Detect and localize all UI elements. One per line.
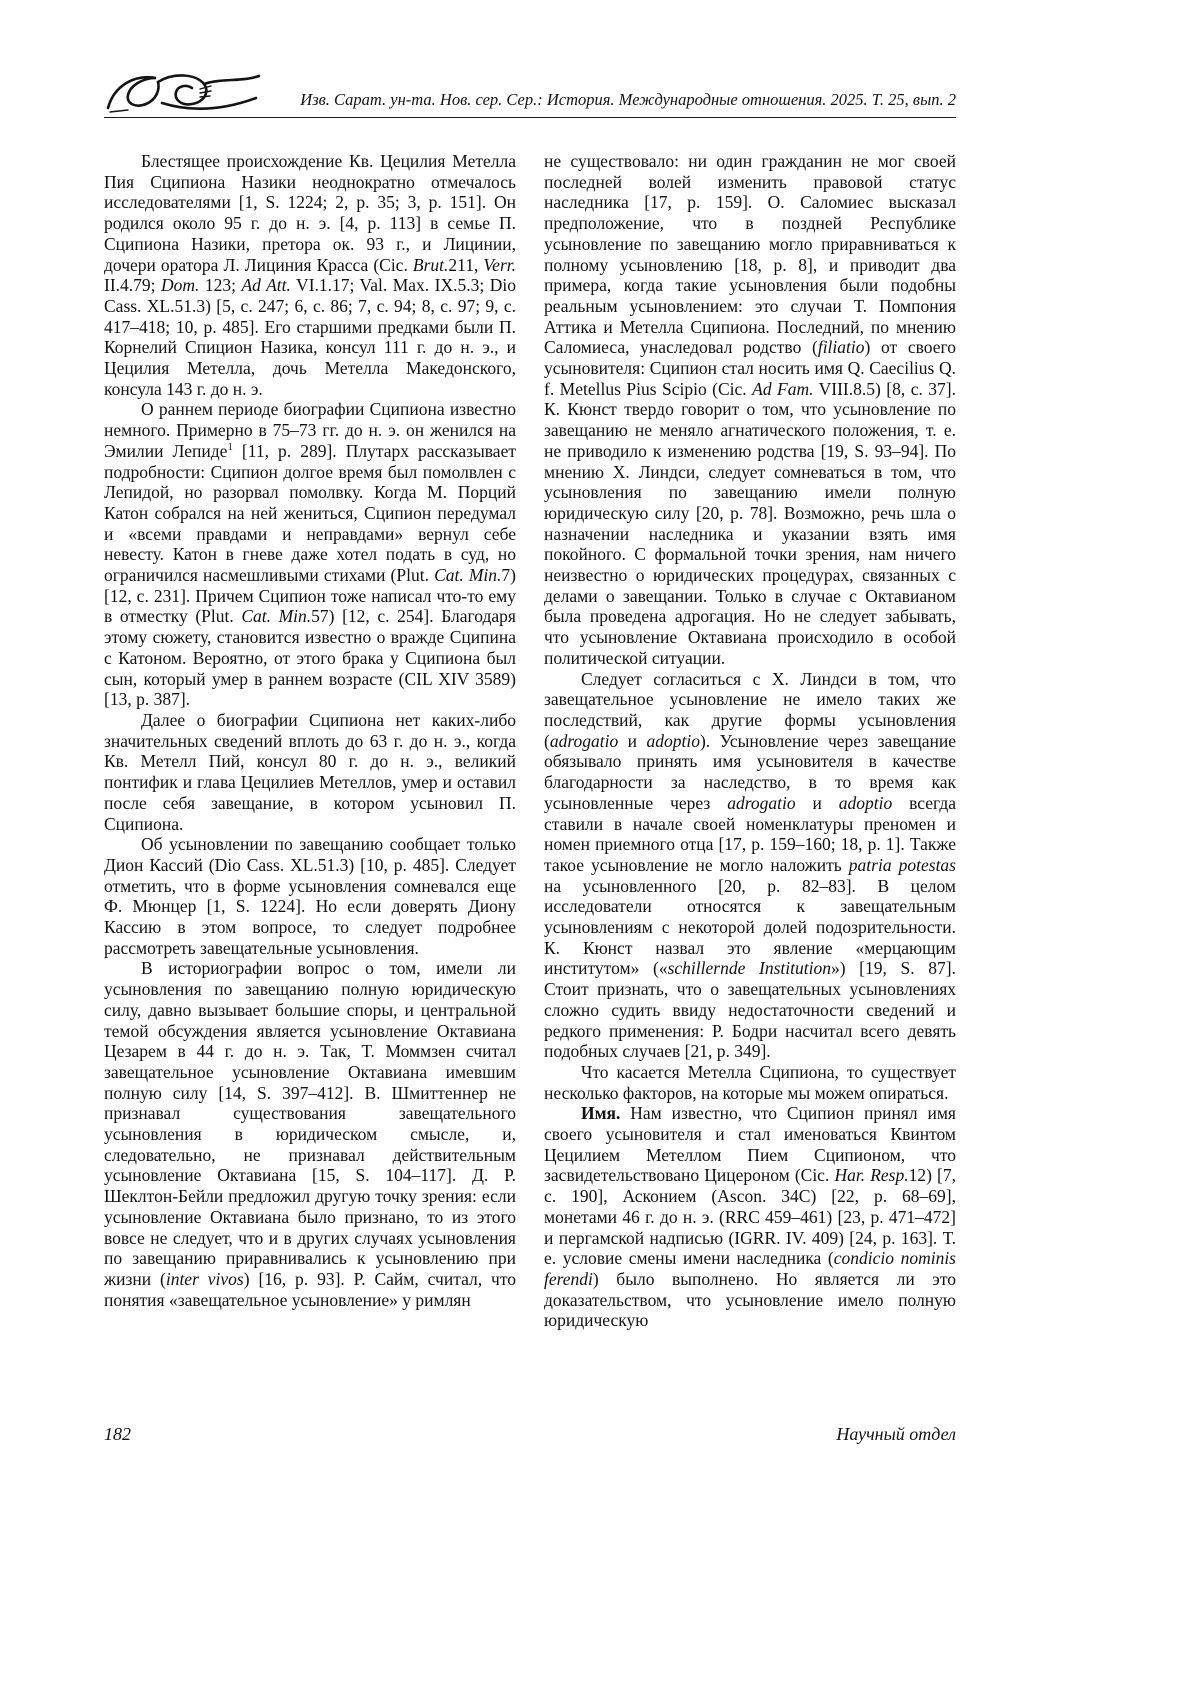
text-segment: на усыновленного [20, p. 82–83]. В целом исследователи относятся к завещательным усыновлениям с некоторой долей подозрительности. К. Кюнст назвал это явление «мерцающим институтом» (« [544, 875, 956, 979]
section-label: Научный отдел [836, 1424, 956, 1444]
italic-segment: Brut. [412, 254, 449, 275]
text-segment: Об усыновлении по завещанию сообщает только Дион Кассий (Dio Cass. XL.51.3) [10, p. 485]. Следует отметить, что в форме усыновления сомневался еще Ф. Мюнцер [1, S. 1224]. Но если доверять Диону Кассию в этом вопросе, то следует подробнее рассмотреть завещательные усыновления. [104, 834, 516, 958]
header-rule [104, 117, 956, 118]
text-segment: 57) [12, с. 254]. Благодаря этому сюжету, становится известно о вражде Сципина с Катоном. Вероятно, от этого брака у Сципиона был сын, который умер в раннем возрасте (CIL XIV 3589) [13, p. 387]. [104, 606, 516, 710]
paragraph [104, 958, 516, 1310]
text-segment: всегда ставили в начале своей номенклатуры преномен и номен приемного отца [17, p. 159–160; 18, p. 1]. Также такое усыновление не могло наложить [544, 792, 956, 875]
text-segment: ) от своего усыновителя: Сципион стал носить имя Q. Caecilius Q. f. Metellus Pius Scipio (Cic. [544, 337, 956, 399]
footnote-marker: 1 [227, 441, 233, 454]
italic-segment: patria potestas [848, 854, 956, 875]
italic-segment: condicio nominis ferendi [544, 1248, 956, 1289]
text-segment: II.4.79; [104, 275, 161, 296]
right-column [544, 151, 956, 1331]
page-number: 182 [104, 1424, 131, 1444]
paragraph [104, 151, 516, 399]
text-segment: не существовало: ни один гражданин не мог своей последней волей изменить правовой статус наследника [17, p. 159]. О. Саломиес высказал предположение, что в поздней Республике усыновление по завещанию могло приравниваться к полному усыновлению [18, p. 8], и приводит два примера, когда такие усыновления были подобны реальным усыновлением: это случаи Т. Помпония Аттика и Метелла Сципиона. Последний, по мнению Саломиеса, унаследовал родство ( [544, 151, 956, 358]
text-segment: Следует согласиться с Х. Линдси в том, что завещательное усыновление не имело таких же последствий, как другие формы усыновления ( [544, 668, 956, 751]
italic-segment: adrogatio [549, 730, 619, 751]
paragraph [104, 834, 516, 958]
text-segment: О раннем периоде биографии Сципиона известно немного. Примерно в 75–73 гг. до н. э. он женился на Эмилии Лепиде [104, 399, 516, 461]
italic-segment: Verr. [483, 254, 516, 275]
italic-segment: Ad Fam. [752, 378, 814, 399]
italic-segment: Cat. Min. [241, 606, 312, 627]
italic-segment: Dom. [161, 275, 200, 296]
paragraph [544, 151, 956, 669]
left-column [104, 151, 516, 1331]
text-segment: ») [19, S. 87]. Стоит признать, что о завещательных усыновлениях сложно судить ввиду недостаточности сведений и редкого применения: Р. Бодри насчитал всего девять подобных случаев [21, p. 349]. [544, 958, 957, 1062]
text-segment: и [795, 792, 839, 813]
paragraph [544, 1103, 956, 1331]
bold-segment: Имя. [581, 1103, 621, 1124]
text-segment: ). Усыновление через завещание обязывало принять имя усыновителя в качестве благодарности за наследство, в то время как усыновленные через [544, 730, 956, 813]
italic-segment: adoptio [646, 730, 700, 751]
italic-segment: Har. Resp. [834, 1165, 909, 1186]
text-segment: Далее о биографии Сципиона нет каких-либо значительных сведений вплоть до 63 г. до н. э., когда Кв. Метелл Пий, консул 80 г. до н. э., великий понтифик и глава Цецилиев Метеллов, умер и оставил после себя завещание, в котором усыновил П. Сципиона. [104, 709, 516, 834]
italic-segment: Cat. Min. [434, 565, 502, 586]
text-segment: VIII.8.5) [8, с. 37]. К. Кюнст твердо говорит о том, что усыновление по завещанию не меняло агнатического положения, т. е. не приводило к изменению родства [19, S. 93–94]. По мнению Х. Линдси, следует сомневаться в том, что усыновления по завещанию имели полную юридическую силу [20, p. 78]. Возможно, речь шла о назначении наследника и указании взять имя покойного. С формальной точки зрения, нам ничего неизвестно о юридических процедурах, связанных с делами о завещании. Только в случае с Октавианом была проведена адрогация. Но не следует забывать, что усыновление Октавиана происходило в особой политической ситуации. [544, 378, 956, 668]
paragraph [544, 1062, 956, 1103]
italic-segment: inter vivos [165, 1268, 244, 1289]
paragraph [104, 710, 516, 834]
italic-segment: filiatio [817, 337, 865, 358]
article-body [104, 151, 956, 1331]
italic-segment: Ad Att. [241, 275, 291, 296]
text-segment: VI.1.17; Val. Max. IX.5.3; Dio Cass. XL.51.3) [5, с. 247; 6, с. 86; 7, с. 94; 8, с. 97; 9, с. 417–418; 10, p. 485]. Его старшими предками были П. Корнелий Спицион Назика, консул 111 г. до н. э., и Цецилия Метелла, дочь Метелла Македонского, консула 143 г. до н. э. [104, 275, 516, 399]
text-segment: [11, p. 289]. Плутарх рассказывает подробности: Сципион долгое время был помолвлен с Лепидой, но разорвал помолвку. Когда М. Порций Катон собрался на ней жениться, Сципион передумал и «всеми правдами и неправдами» вернул себе невесту. Катон в гневе даже хотел подать в суд, но ограничился насмешливыми стихами (Plut. [104, 440, 516, 586]
paragraph [544, 669, 956, 1062]
text-segment: ) было выполнено. Но является ли это доказательством, что усыновление имело полную юридическую [544, 1268, 956, 1331]
text-segment: Что касается Метелла Сципиона, то существует несколько факторов, на которые мы можем опираться. [544, 1061, 956, 1103]
page-footer [104, 1424, 956, 1445]
text-segment: 7) [12, с. 231]. Причем Сципион тоже написал что-то ему в отместку (Plut. [104, 565, 516, 627]
journal-logo-ornament [104, 68, 264, 118]
text-segment: ) [16, p. 93]. Р. Сайм, считал, что понятия «завещательное усыновление» у римлян [104, 1268, 516, 1310]
text-segment: 12) [7, с. 190], Асконием (Ascon. 34C) [22, p. 68–69], монетами 46 г. до н. э. (RRC 459–461) [23, p. 471–472] и пергамской надписью (IGRR. IV. 409) [24, p. 163]. Т. е. условие смены имени наследника ( [544, 1165, 957, 1269]
italic-segment: schillernde Institution [667, 958, 831, 979]
text-segment: В историографии вопрос о том, имели ли усыновления по завещанию полную юридическую силу, давно вызывает большие споры, и центральной темой обсуждения является усыновление Октавиана Цезарем в 44 г. до н. э. Так, Т. Моммзен считал завещательное усыновление Октавиана имевшим полную силу [14, S. 397–412]. В. Шмиттеннер не признавал существования завещательного усыновления в юридическом смысле, и, следовательно, не признавал действительным усыновление Октавиана [15, S. 104–117]. Д. Р. Шеклтон-Бейли предложил другую точку зрения: если усыновление Октавиана было признано, то из этого вовсе не следует, что и в других случаях усыновления по завещанию приравнивались к усыновлению при жизни ( [104, 958, 516, 1289]
paragraph [104, 399, 516, 710]
text-segment: 211, [448, 254, 484, 275]
italic-segment: adrogatio [727, 792, 796, 813]
text-segment: 123; [199, 275, 242, 296]
running-title: Изв. Сарат. ун-та. Нов. сер. Сер.: История. Международные отношения. 2025. Т. 25, вып. 2 [300, 90, 956, 109]
text-segment: Блестящее происхождение Кв. Цецилия Метелла Пия Сципиона Назики неоднократно отмечалось исследователями [1, S. 1224; 2, p. 35; 3, p. 151]. Он родился около 95 г. до н. э. [4, p. 113] в семье П. Сципиона Назики, претора ок. 93 г., и Лицинии, дочери оратора Л. Лициния Красса (Cic. [104, 151, 516, 275]
logo-ornament-icon [104, 68, 264, 118]
text-segment: и [618, 730, 647, 751]
text-segment: Нам известно, что Сципион принял имя своего усыновителя и стал именоваться Квинтом Цецилием Метеллом Пием Сципионом, что засвидетельствовано Цицероном (Cic. [544, 1103, 956, 1186]
italic-segment: adoptio [838, 792, 893, 813]
